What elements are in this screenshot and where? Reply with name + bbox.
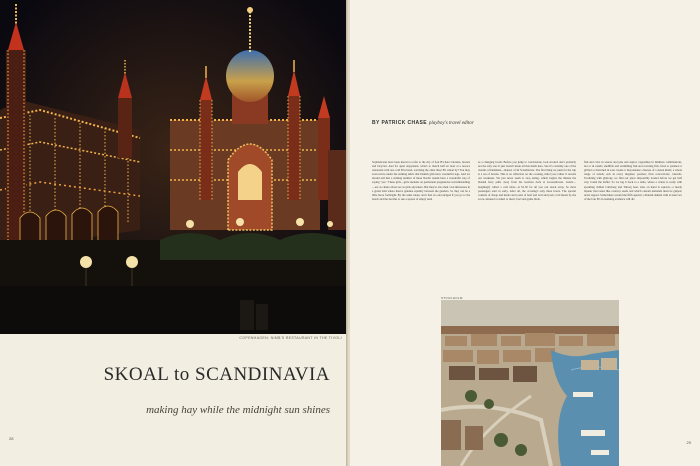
page-number-right: 29 — [686, 440, 691, 445]
body-column — [372, 160, 470, 280]
title-to: to — [173, 364, 190, 385]
tivoli-night-photo — [0, 0, 348, 334]
page-number-left: 28 — [9, 436, 14, 441]
city-photo-label: STOCKHOLM — [441, 296, 463, 300]
left-page — [0, 0, 348, 466]
column-text: fish and cold, in sauces and pies and aspics; vegetables in limitless combinations, hot or in salads; shellfish and swimming fish and crawling fish, fried or pickled or grilled or drenched in sour cream or mayonnaise; cheeses of a dozen kinds; a whole range of salads; eels in every disguise; pastries; fruit concoctions; custards. Troubling with gluttony, we find our place impossibly loaded before we get half way 'round the buffet. So we lug it back to a table, where a waiter is ready with sparkling chilled Carlsberg and Tuborg beer. Also on hand is aquavit—a heady liqueur that tastes like caraway seeds and which custom demands must be gulped, never sipped. Somewhere around the fifth aquavit, a Danish damsel with at least two of the four B's in stunning evidence will dis — [584, 160, 683, 201]
byline-role: playboy's travel editor — [428, 121, 474, 126]
title-main: SKOAL — [103, 364, 169, 385]
article-title — [0, 364, 330, 386]
byline-name: BY PATRICK CHASE — [372, 120, 428, 126]
body-column — [584, 160, 682, 280]
body-column — [478, 160, 576, 280]
column-text: as a changing booth. Before you jump to conclusions, look around: she's probably not the only one. It just doesn't mean all that much here. Sex it's certainly one of the charms of Denmark—indeed, of all Scandinavia. The first thing we push for the trip is a tea of breads. This is no reflection on the cooking, mind you; rather it reveals our weakness. We just never seem to stop eating, which begins the minute the Danish ferry pulls away from the German dock at Grossenbrode. Lunch—laughingly called a cold table—is $1.50 for all you can snack away. So most passengers start in early. After all, the crossing's only three hours. The special consists of cheap and meals and roasts of beef and veal and pork; cold meats by the score, smoked or salted or meat; fowl and game birds, — [478, 160, 576, 201]
article-subtitle: making hay while the midnight sun shines — [146, 404, 330, 416]
title-end: SCANDINAVIA — [195, 364, 330, 385]
column-text: Sophisticates have been known to refer to the city of four B's here: blondes, breasts and bicycles. And for quiet enjoyment, what's to match half an hour at a terrace restaurant with one cold B in hand, watching the other three B's wheel by? You may even notice under the striking skirts that Danish girls have wonderful legs. And we should add that a striking number of these Nordic naiads have a wonderful way of saying "yes." These girls—girls students on permanent pregnancies notwithstanding—are as chaste about sex as girls anywhere. But they're also their own mistresses in a grand land where there's genuine equality between the genders. So they can be a little more forthright. By the same token, don't feel too encouraged if you go to the beach and the decides to use a square of empty sand — [372, 160, 470, 201]
stockholm-aerial-photo — [441, 300, 619, 466]
article-body — [372, 160, 682, 280]
right-page — [350, 0, 700, 466]
photo-caption: COPENHAGEN: NIMB'S RESTAURANT IN THE TIVOLI — [239, 336, 342, 340]
byline — [372, 120, 474, 126]
